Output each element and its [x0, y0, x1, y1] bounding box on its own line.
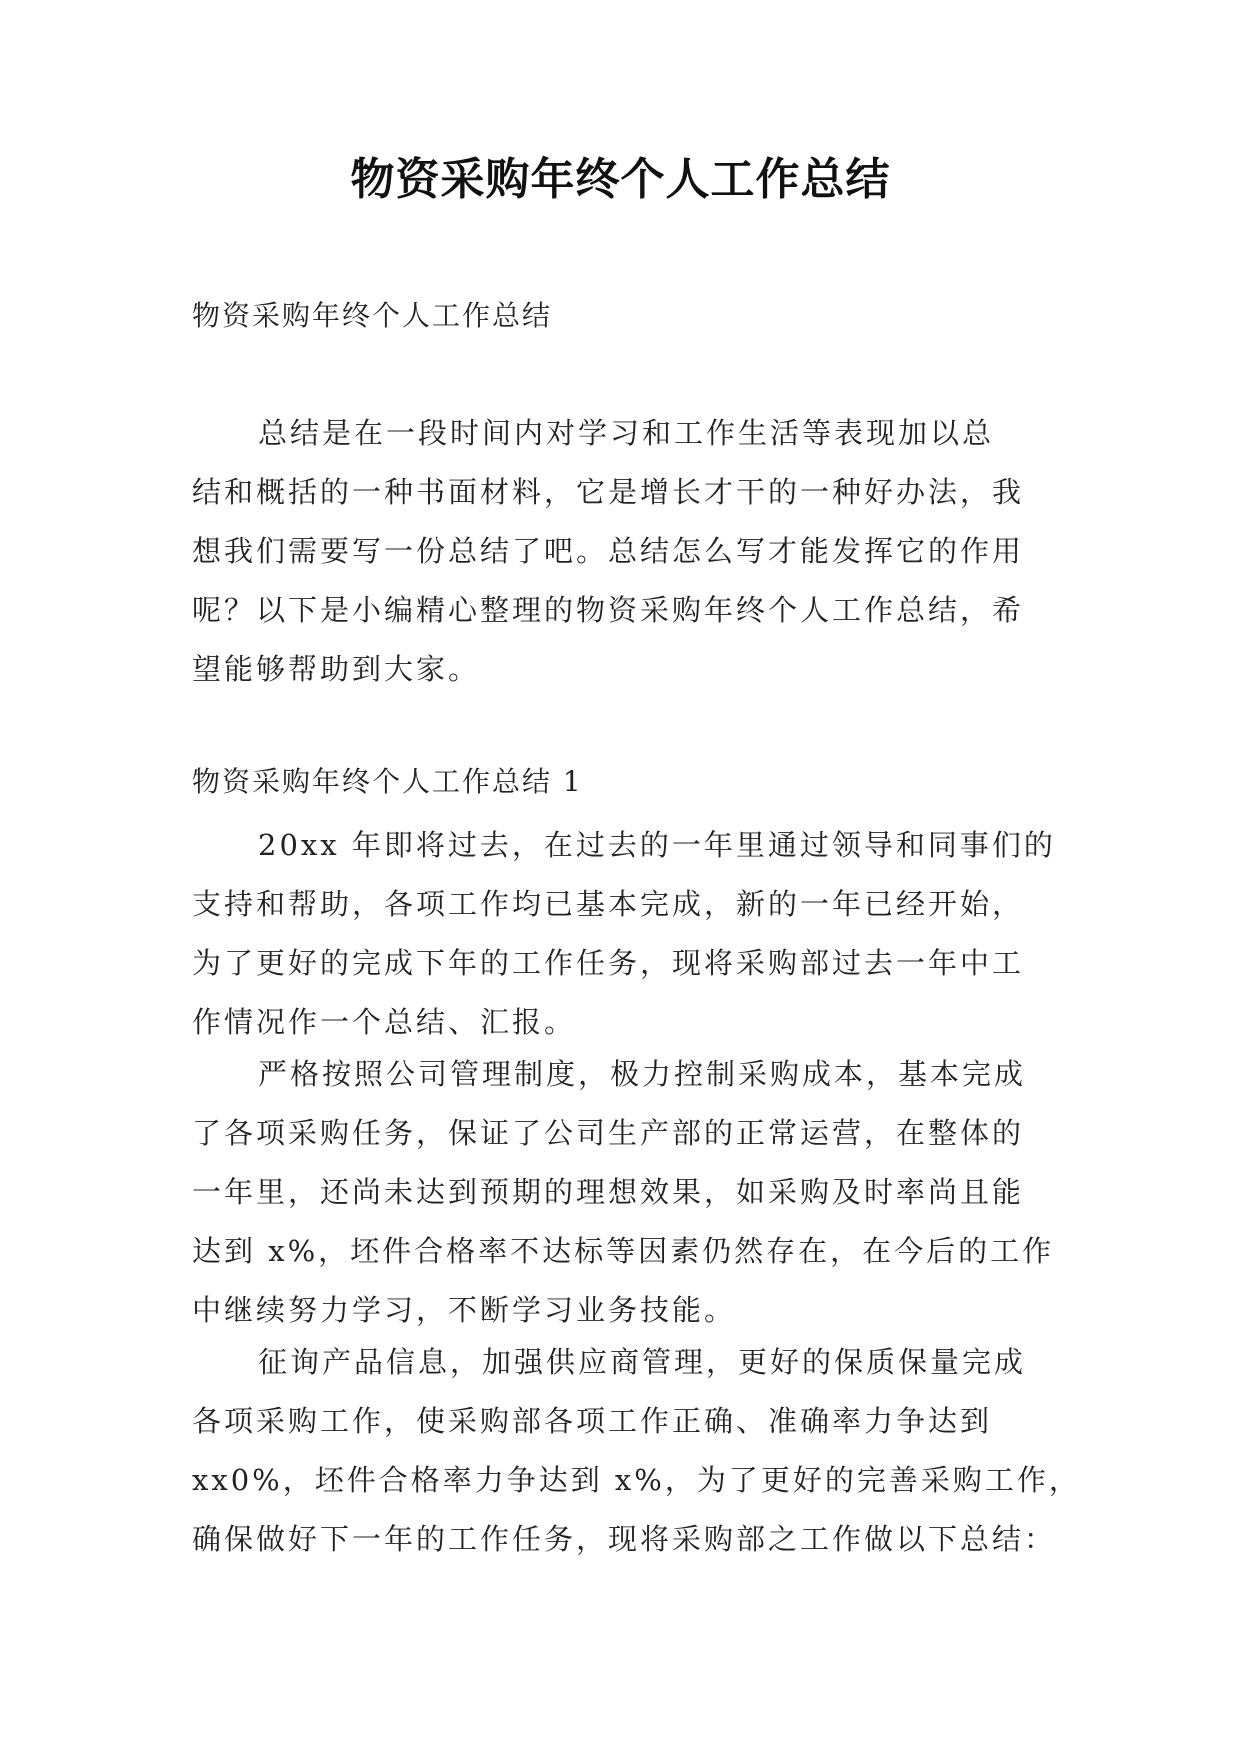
- paragraph-line: 总结是在一段时间内对学习和工作生活等表现加以总: [258, 416, 995, 450]
- paragraph-line: 中继续努力学习，不断学习业务技能。: [192, 1293, 737, 1327]
- paragraph-line: 20xx 年即将过去，在过去的一年里通过领导和同事们的: [258, 828, 1056, 862]
- paragraph-line: 各项采购工作，使采购部各项工作正确、准确率力争达到: [192, 1404, 993, 1438]
- body-paragraph-3: [192, 1333, 1081, 1569]
- paragraph-line: 了各项采购任务，保证了公司生产部的正常运营，在整体的: [192, 1116, 1025, 1150]
- paragraph-line: 一年里，还尚未达到预期的理想效果，如采购及时率尚且能: [192, 1175, 1025, 1209]
- paragraph-line: 达到 x%，坯件合格率不达标等因素仍然存在，在今后的工作: [192, 1234, 1055, 1268]
- paragraph-line: 确保做好下一年的工作任务，现将采购部之工作做以下总结：: [192, 1522, 1057, 1556]
- paragraph-line: 呢？以下是小编精心整理的物资采购年终个人工作总结，希: [192, 593, 1025, 627]
- paragraph-line: xx0%，坯件合格率力争达到 x%，为了更好的完善采购工作，: [192, 1463, 1081, 1497]
- body-paragraph-1: [192, 816, 1060, 1052]
- document-title: 物资采购年终个人工作总结: [350, 154, 891, 205]
- paragraph-line: 结和概括的一种书面材料，它是增长才干的一种好办法，我: [192, 475, 1025, 509]
- document-subtitle: 物资采购年终个人工作总结: [192, 299, 553, 332]
- paragraph-line: 支持和帮助，各项工作均已基本完成，新的一年已经开始，: [192, 887, 1025, 921]
- paragraph-line: 想我们需要写一份总结了吧。总结怎么写才能发挥它的作用: [192, 534, 1025, 568]
- paragraph-line: 为了更好的完成下年的工作任务，现将采购部过去一年中工: [192, 946, 1025, 980]
- body-paragraph-2: [192, 1045, 1060, 1340]
- paragraph-line: 征询产品信息，加强供应商管理，更好的保质保量完成: [258, 1345, 1027, 1379]
- paragraph-line: 严格按照公司管理制度，极力控制采购成本，基本完成: [258, 1057, 1027, 1091]
- paragraph-line: 望能够帮助到大家。: [192, 652, 481, 686]
- paragraph-line: 作情况作一个总结、汇报。: [192, 1005, 577, 1039]
- intro-paragraph: [192, 404, 1060, 699]
- section-heading: 物资采购年终个人工作总结 1: [192, 765, 583, 798]
